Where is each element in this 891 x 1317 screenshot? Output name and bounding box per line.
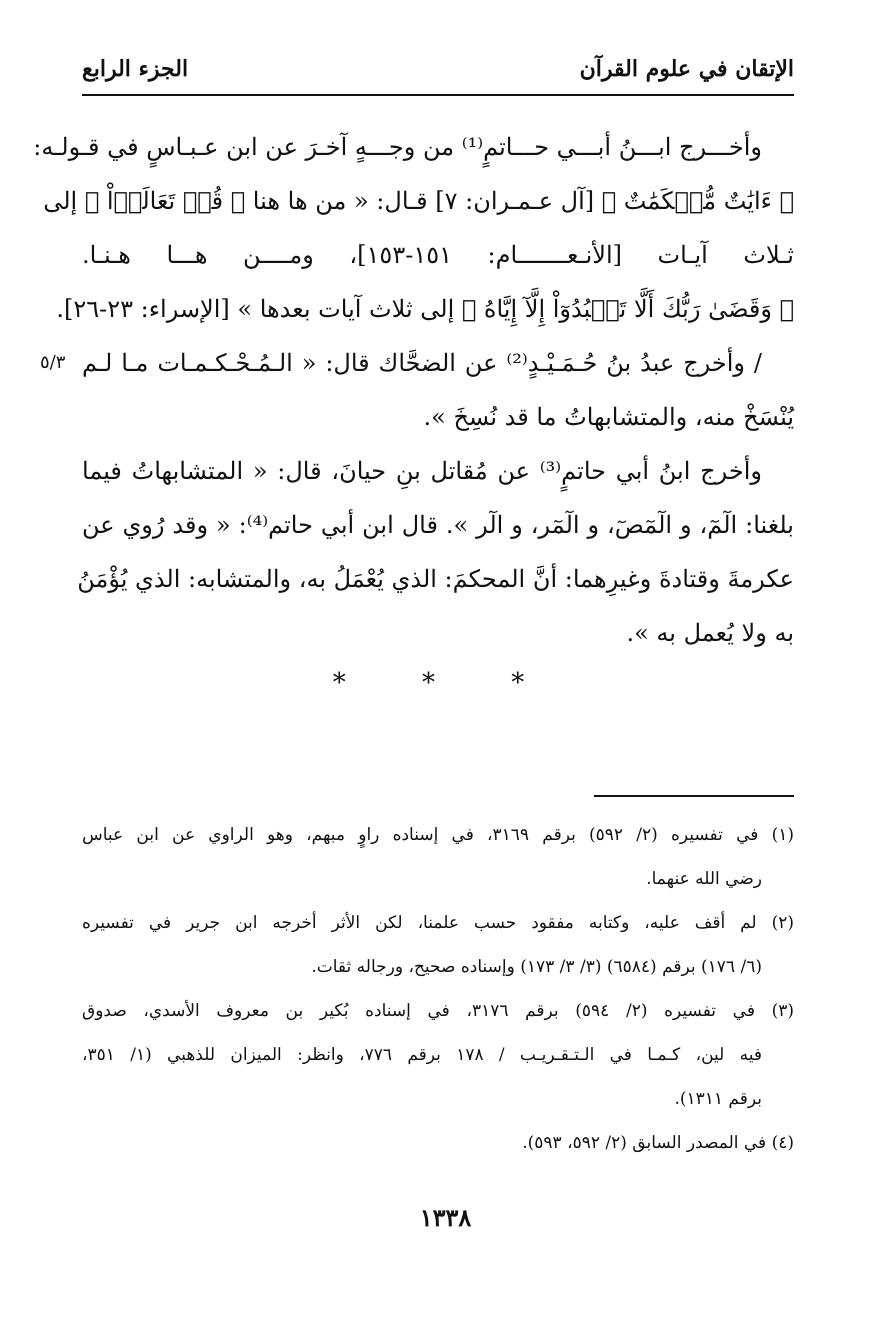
text-line: به ولا يُعمل به ».	[626, 619, 794, 647]
footnote-line: برقم ١٣١١).	[674, 1089, 762, 1109]
page-number: ١٣٣٨	[419, 1203, 472, 1232]
part-label: الجزء الرابع	[82, 56, 189, 82]
text-line: ثـلاث آيـات [الأنـعـــــــام: ١٥١-١٥٣]، ومــــن هـــا هـنـا.	[82, 241, 794, 269]
footnote-line: (٢) لم أقف عليه، وكتابه مفقود حسب علمنا، لكن الأثر أخرجه ابن جرير في تفسيره	[82, 913, 794, 933]
text-line: عكرمةَ وقتادةَ وغيرِهما: أنَّ المحكمَ: الذي يُعْمَلُ به، والمتشابه: الذي يُؤْمَنُ	[77, 565, 794, 593]
text-line: ﴿ وَقَضَىٰ رَبُّكَ أَلَّا تَعۡبُدُوٓاْ إِلَّآ إِيَّاهُ ﴾ إلى ثلاث آيات بعدها » [الإسراء: ٢٣-٢٦].	[56, 295, 794, 323]
footnote-rule	[594, 795, 794, 797]
footnote-line: رضي الله عنهما.	[646, 869, 762, 889]
footnote-line: (١) في تفسيره (٢/ ٥٩٢) برقم ٣١٦٩، في إسناده راوٍ مبهم، وهو الراوي عن ابن عباس	[82, 825, 794, 845]
footnote-line: (٣) في تفسيره (٢/ ٥٩٤) برقم ٣١٧٦، في إسناده بُكير بن معروف الأسدي، صدوق	[82, 1001, 794, 1021]
text-line: وأخـــرج ابـــنُ أبـــي حـــاتمٍ⁽¹⁾ من وجـــهٍ آخـرَ عن ابن عـبـاسٍ في قـولـه:	[33, 133, 762, 161]
text-line: ﴿ ءَايَٰتٌ مُّحۡكَمَٰتٌ ﴾ [آل عـمـران: ٧] قـال: « من ها هنا ﴿ قُلۡ تَعَالَوۡاْ ﴾ إلى	[43, 187, 794, 215]
footnote-line: (٤) في المصدر السابق (٢/ ٥٩٢، ٥٩٣).	[522, 1133, 794, 1153]
text-line: بلغنا: الٓمٓ، و الٓمٓصٓ، و الٓمٓر، و الٓر ». قال ابن أبي حاتم⁽⁴⁾: « وقد رُوي عن	[82, 511, 794, 539]
section-separator: * * *	[332, 668, 559, 698]
main-text	[33, 124, 794, 664]
footnote-line: فيه لين، كـمـا في الـتـقـريـب / ١٧٨ برقم ٧٧٦، وانظر: الميزان للذهبي (١/ ٣٥١،	[82, 1045, 762, 1065]
running-header	[82, 54, 794, 96]
text-line: وأخرج ابنُ أبي حاتمٍ⁽³⁾ عن مُقاتل بنِ حيانَ، قال: « المتشابهاتُ فيما	[82, 457, 762, 485]
footnotes	[82, 816, 794, 1168]
footnote-line: (٦/ ١٧٦) برقم (٦٥٨٤) (٣/ ٣/ ١٧٣) وإسناده صحيح، ورجاله ثقات.	[311, 957, 762, 977]
text-line: يُنْسَخْ منه، والمتشابهاتُ ما قد نُسِخَ ».	[423, 403, 794, 431]
book-title: الإتقان في علوم القرآن	[579, 56, 794, 82]
margin-marker: ٥/٣	[40, 352, 66, 373]
text-line: / وأخرج عبدُ بنُ حُـمَـيْـدٍ⁽²⁾ عن الضحَّاك قال: « الـمُـحْـكـمـات مـا لـم	[82, 349, 763, 377]
